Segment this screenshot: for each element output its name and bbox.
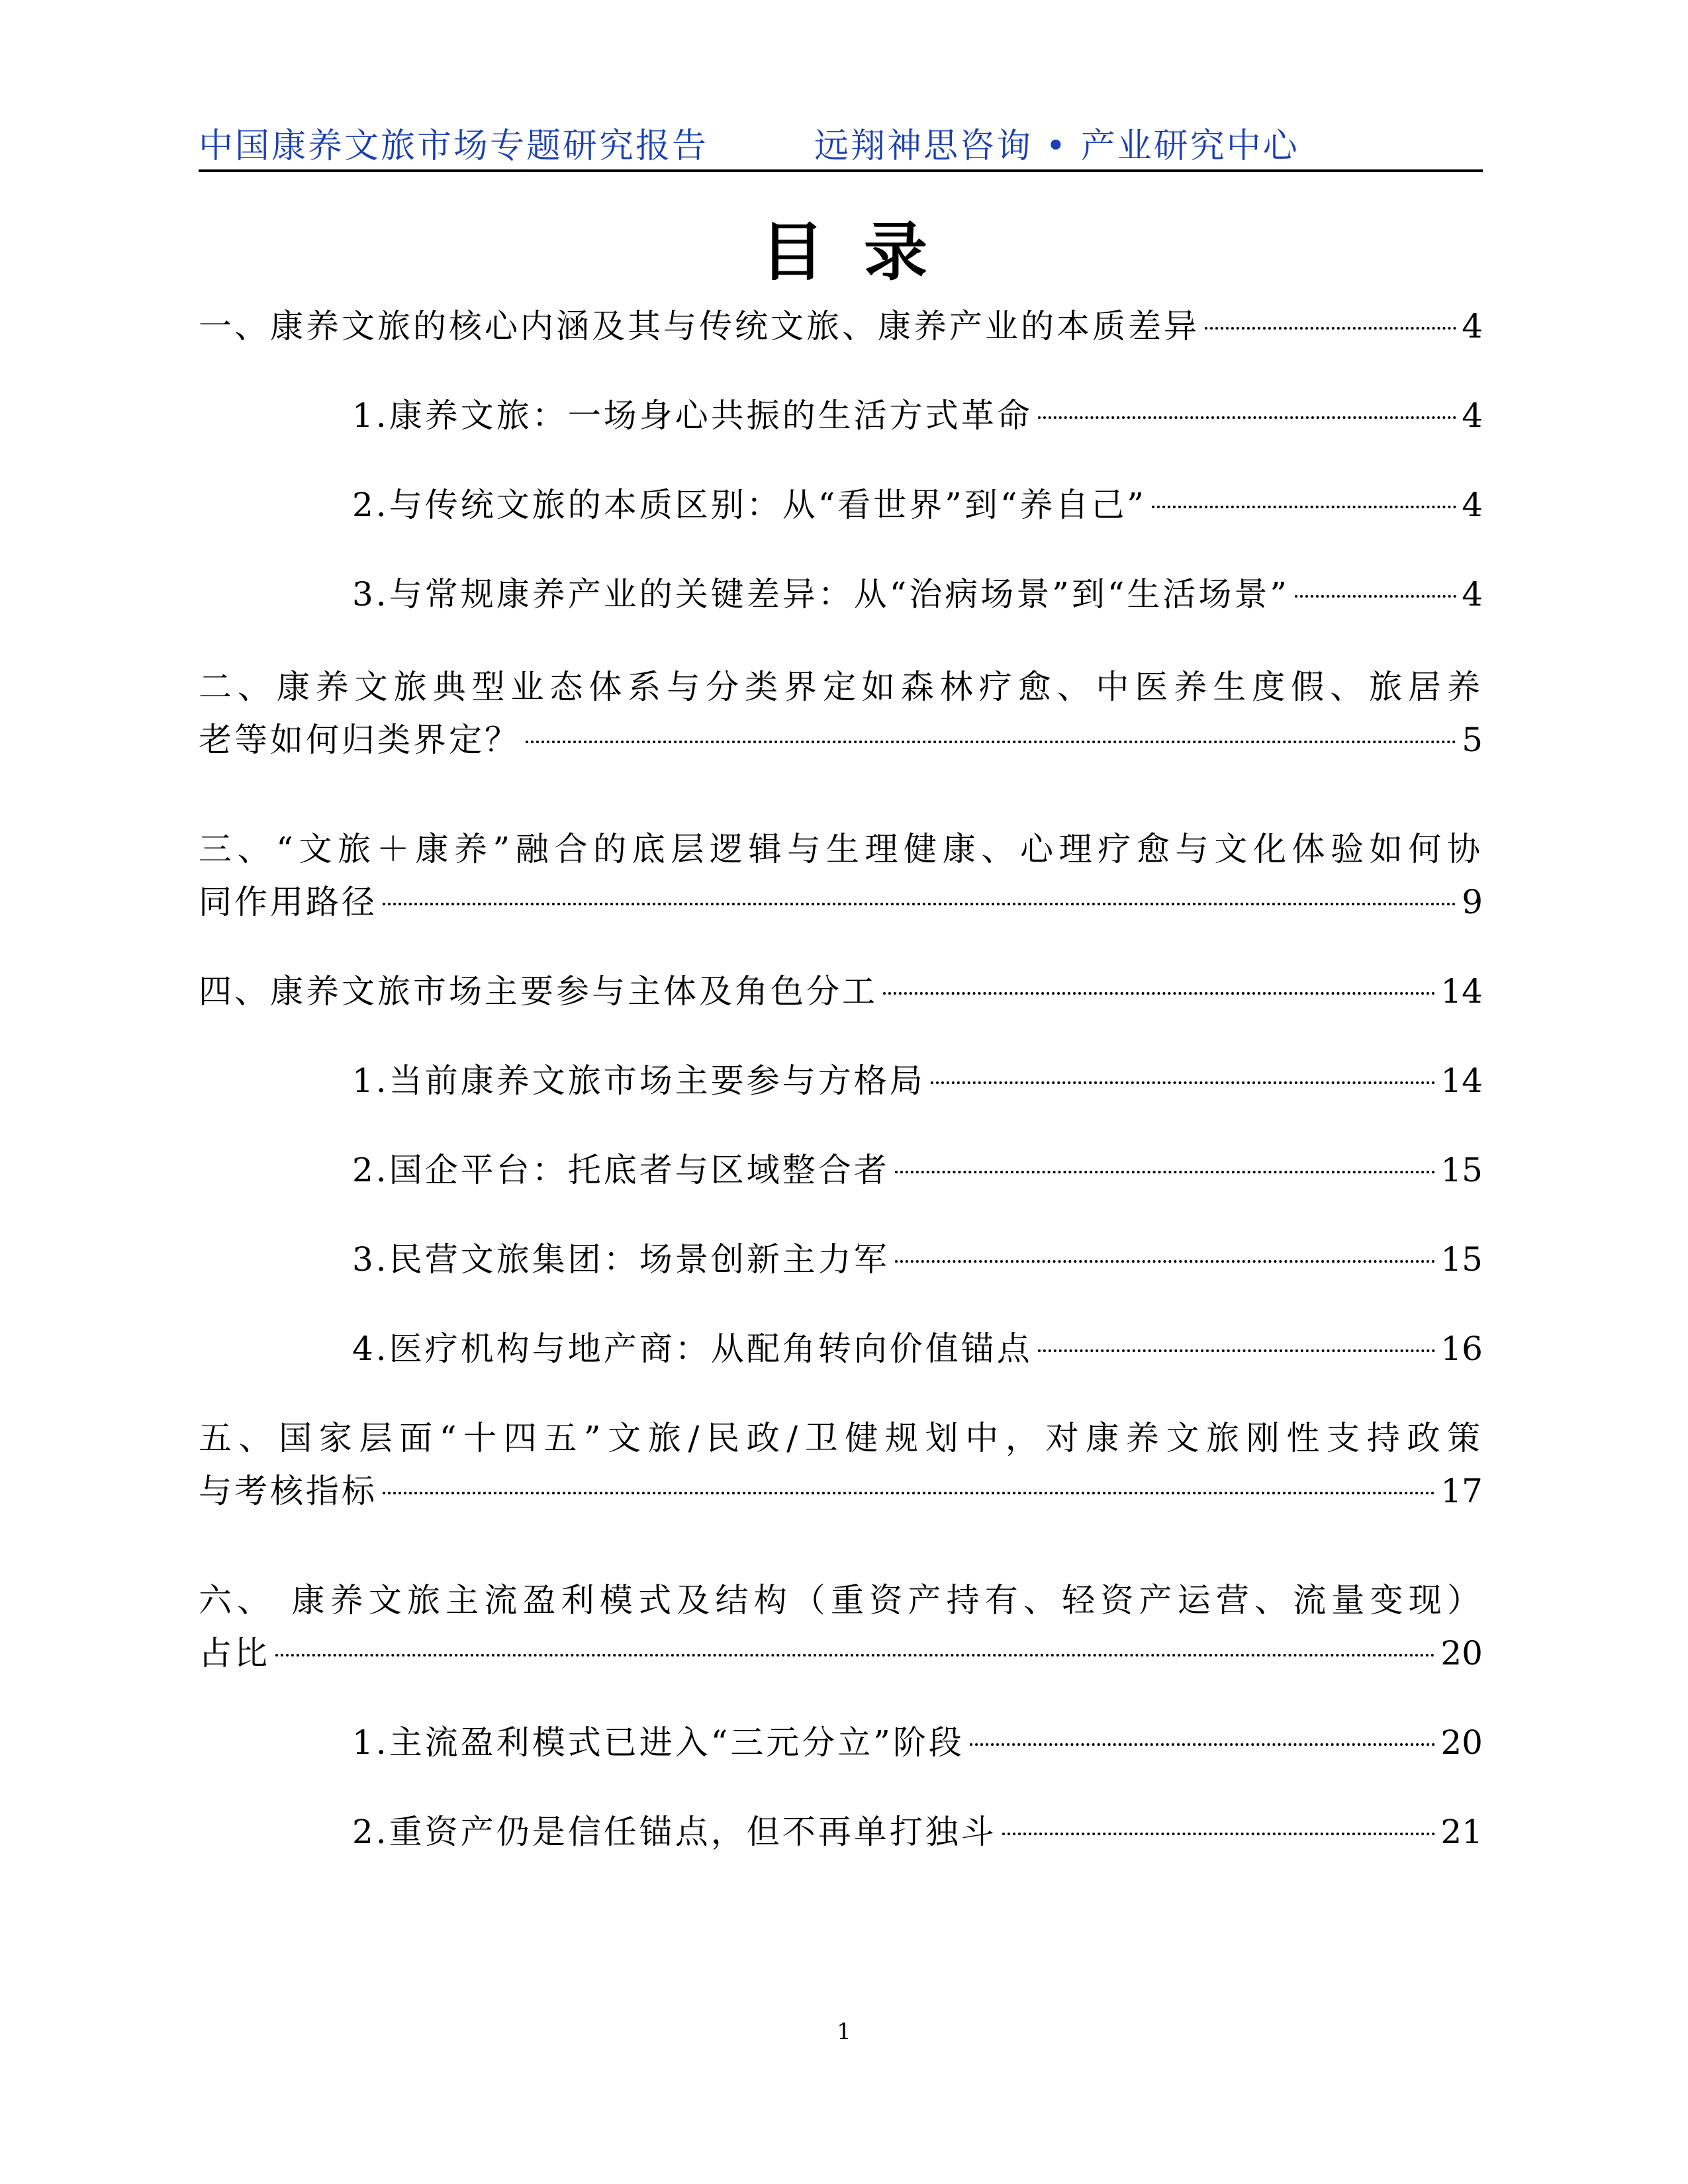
toc-entry-continuation[interactable]	[199, 877, 1483, 927]
toc-page-number: 4	[1462, 486, 1483, 524]
toc-entry[interactable]	[352, 1056, 1483, 1106]
running-header	[199, 113, 1483, 172]
toc-entry-text: 1.康养文旅：一场身心共振的生活方式革命	[352, 396, 1033, 435]
toc-entry-text: 1.主流盈利模式已进入“三元分立”阶段	[352, 1723, 964, 1762]
dot-leader	[883, 992, 1435, 995]
toc-entry[interactable]	[352, 1717, 1483, 1768]
toc-entry-continuation[interactable]	[199, 715, 1483, 765]
toc-entry[interactable]	[352, 480, 1483, 530]
toc-entry[interactable]	[352, 1234, 1483, 1285]
toc-entry-continuation[interactable]	[199, 1466, 1483, 1516]
page-title: 目录	[761, 214, 967, 289]
toc-page-number: 15	[1440, 1240, 1483, 1279]
toc-entry-text: 4.医疗机构与地产商：从配角转向价值锚点	[352, 1330, 1033, 1368]
dot-leader	[1038, 1349, 1436, 1352]
dot-leader	[1295, 595, 1456, 598]
toc-entry-text: 与考核指标	[199, 1472, 377, 1510]
toc-entry-text: 1.当前康养文旅市场主要参与方格局	[352, 1062, 925, 1100]
toc-entry-line1: 二、康养文旅典型业态体系与分类界定如森林疗愈、中医养生度假、旅居养	[199, 668, 1483, 706]
toc-entry-multiline[interactable]	[199, 662, 1483, 712]
toc-page-number: 14	[1440, 1062, 1483, 1100]
header-organization: 远翔神思咨询 • 产业研究中心	[814, 126, 1299, 166]
toc-page-number: 20	[1440, 1634, 1483, 1672]
toc-page-number: 4	[1462, 307, 1483, 345]
toc-entry-line1: 五、国家层面“十四五”文旅/民政/卫健规划中，对康养文旅刚性支持政策	[199, 1419, 1483, 1457]
dot-leader	[931, 1081, 1436, 1084]
toc-entry-text: 2.国企平台：托底者与区域整合者	[352, 1151, 890, 1189]
toc-entry-text: 占比	[199, 1634, 270, 1672]
dot-leader	[1205, 327, 1456, 330]
toc-entry-text: 2.重资产仍是信任锚点，但不再单打独斗	[352, 1813, 997, 1851]
toc-entry-multiline[interactable]	[199, 1413, 1483, 1463]
dot-leader	[383, 903, 1456, 905]
toc-page-number: 21	[1440, 1813, 1483, 1851]
toc-page-number: 4	[1462, 396, 1483, 435]
header-report-title: 中国康养文旅市场专题研究报告	[199, 126, 709, 166]
toc-entry-line1: 六、 康养文旅主流盈利模式及结构（重资产持有、轻资产运营、流量变现）	[199, 1581, 1483, 1619]
toc-entry-text: 同作用路径	[199, 883, 377, 921]
toc-entry[interactable]	[199, 301, 1483, 351]
toc-entry-text: 2.与传统文旅的本质区别：从“看世界”到“养自己”	[352, 486, 1147, 524]
toc-page-number: 9	[1462, 883, 1483, 921]
toc-page-number: 20	[1440, 1723, 1483, 1762]
toc-entry[interactable]	[352, 1145, 1483, 1195]
toc-entry-text: 一、康养文旅的核心内涵及其与传统文旅、康养产业的本质差异	[199, 307, 1199, 345]
toc-page-number: 5	[1462, 721, 1483, 759]
toc-entry[interactable]	[352, 1324, 1483, 1374]
toc-entry[interactable]	[199, 966, 1483, 1017]
toc-entry-multiline[interactable]	[199, 1575, 1483, 1625]
dot-leader	[970, 1743, 1436, 1746]
toc-entry[interactable]	[352, 1807, 1483, 1857]
toc-entry-text: 3.与常规康养产业的关键差异：从“治病场景”到“生活场景”	[352, 575, 1289, 614]
toc-entry[interactable]	[352, 569, 1483, 619]
toc-entry-continuation[interactable]	[199, 1628, 1483, 1678]
toc-entry-multiline[interactable]	[199, 824, 1483, 874]
toc-entry-text: 3.民营文旅集团：场景创新主力军	[352, 1240, 890, 1279]
toc-entry-line1: 三、“文旅＋康养”融合的底层逻辑与生理健康、心理疗愈与文化体验如何协	[199, 830, 1483, 868]
dot-leader	[1152, 506, 1456, 508]
toc-entry-text: 老等如何归类界定？	[199, 721, 520, 759]
toc-page-number: 15	[1440, 1151, 1483, 1189]
dot-leader	[275, 1654, 1435, 1657]
toc-page-number: 4	[1462, 575, 1483, 614]
toc-entry-text: 四、康养文旅市场主要参与主体及角色分工	[199, 972, 878, 1011]
dot-leader	[895, 1260, 1436, 1263]
dot-leader	[895, 1171, 1436, 1173]
toc-page-number: 16	[1440, 1330, 1483, 1368]
dot-leader	[383, 1492, 1435, 1494]
toc-entry[interactable]	[352, 390, 1483, 441]
toc-page-number: 14	[1440, 972, 1483, 1011]
dot-leader	[526, 741, 1456, 743]
dot-leader	[1038, 416, 1456, 419]
dot-leader	[1002, 1833, 1436, 1835]
page-number-footer: 1	[837, 2019, 851, 2045]
toc-page-number: 17	[1440, 1472, 1483, 1510]
